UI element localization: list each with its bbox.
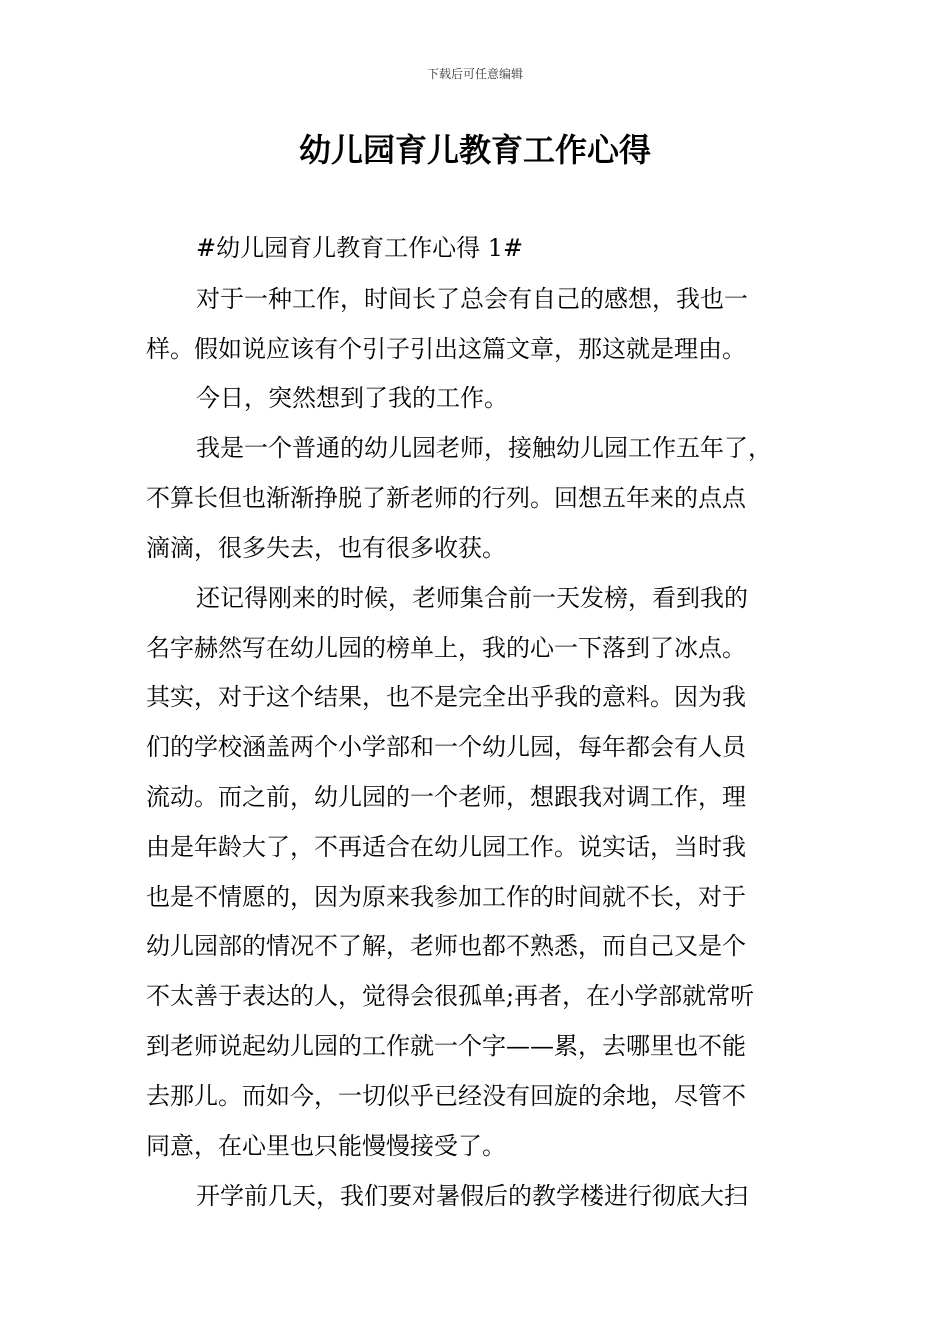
section-heading: #幼儿园育儿教育工作心得 1# [196, 234, 524, 262]
paragraph-line: 不算长但也渐渐挣脱了新老师的行列。回想五年来的点点 [146, 484, 746, 512]
paragraph-line: 滴滴，很多失去，也有很多收获。 [146, 534, 506, 562]
paragraph-line: 其实，对于这个结果，也不是完全出乎我的意料。因为我 [146, 683, 746, 711]
paragraph-line: 们的学校涵盖两个小学部和一个幼儿园，每年都会有人员 [146, 733, 746, 761]
paragraph-line: 由是年龄大了，不再适合在幼儿园工作。说实话，当时我 [146, 833, 746, 861]
paragraph-line: 同意，在心里也只能慢慢接受了。 [146, 1132, 506, 1160]
paragraph-line: 还记得刚来的时候，老师集合前一天发榜，看到我的 [196, 584, 748, 612]
document-title: 幼儿园育儿教育工作心得 [298, 131, 651, 169]
download-note: 下载后可任意编辑 [426, 67, 523, 81]
paragraph-line: 也是不情愿的，因为原来我参加工作的时间就不长，对于 [146, 883, 746, 911]
paragraph-line: 样。假如说应该有个引子引出这篇文章，那这就是理由。 [146, 335, 746, 363]
paragraph-line: 到老师说起幼儿园的工作就一个字——累，去哪里也不能 [146, 1032, 746, 1060]
paragraph-line: 流动。而之前，幼儿园的一个老师，想跟我对调工作，理 [146, 783, 746, 811]
paragraph-line: 幼儿园部的情况不了解，老师也都不熟悉，而自己又是个 [146, 932, 746, 960]
paragraph-line: 我是一个普通的幼儿园老师，接触幼儿园工作五年了， [196, 434, 772, 462]
paragraph-line: 不太善于表达的人，觉得会很孤单;再者，在小学部就常听 [146, 982, 755, 1010]
paragraph-line: 对于一种工作，时间长了总会有自己的感想，我也一 [196, 285, 748, 313]
paragraph-line: 今日，突然想到了我的工作。 [196, 384, 508, 412]
paragraph-line: 名字赫然写在幼儿园的榜单上，我的心一下落到了冰点。 [146, 634, 746, 662]
paragraph-line: 开学前几天，我们要对暑假后的教学楼进行彻底大扫 [196, 1182, 748, 1210]
paragraph-line: 去那儿。而如今，一切似乎已经没有回旋的余地，尽管不 [146, 1082, 746, 1110]
